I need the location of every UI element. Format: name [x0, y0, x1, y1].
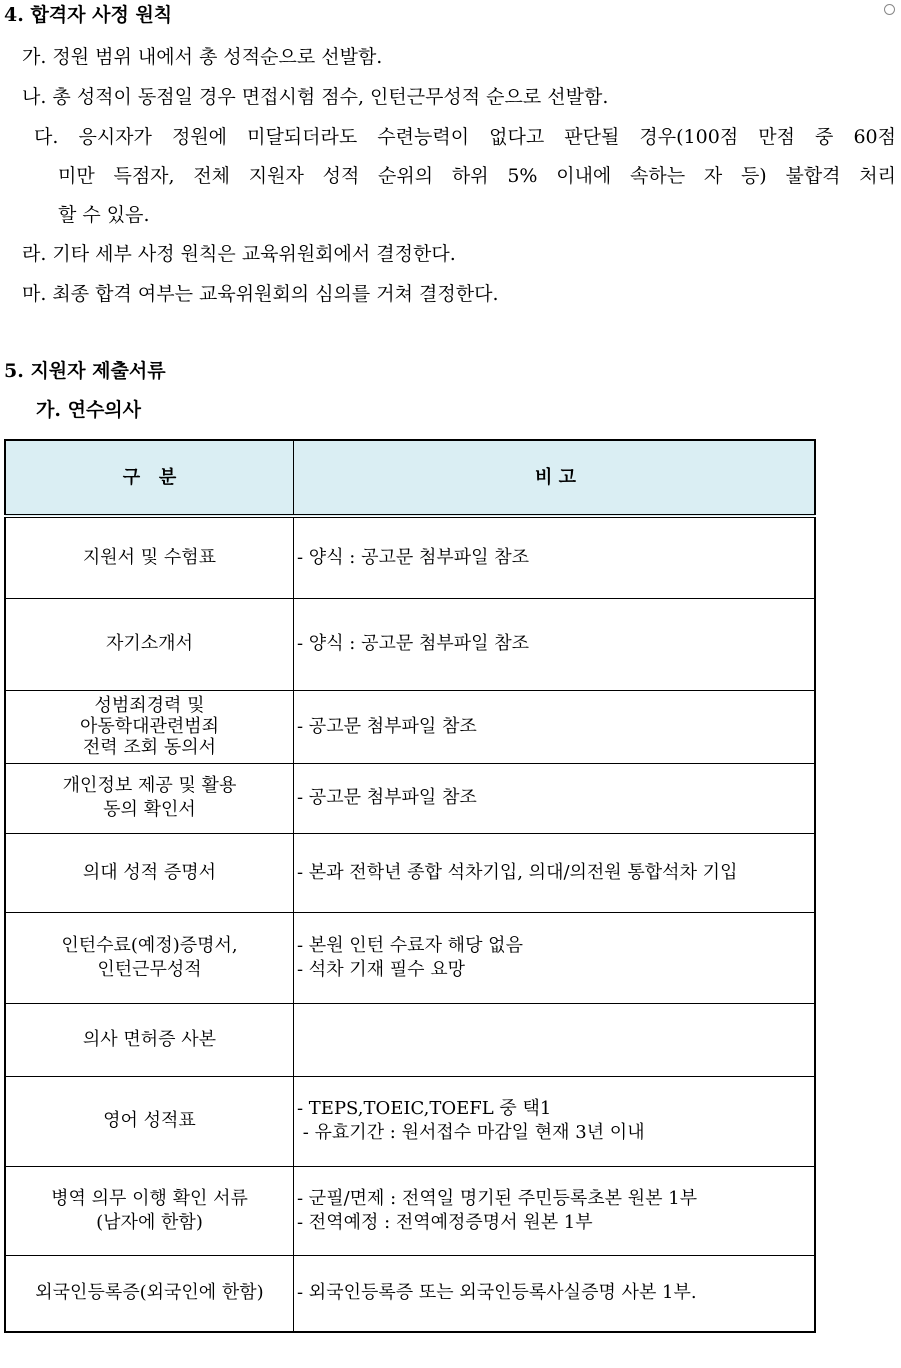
section-5-subtitle: 가. 연수의사 [36, 399, 141, 421]
rule-item-ga: 가. 정원 범위 내에서 총 성적순으로 선발함. [22, 46, 383, 68]
table-row [5, 763, 815, 833]
rule-item-ma: 마. 최종 합격 여부는 교육위원회의 심의를 거쳐 결정한다. [22, 283, 499, 305]
table-row [5, 1003, 815, 1076]
row-note [294, 1003, 816, 1076]
row-label: 의사 면허증 사본 [5, 1003, 294, 1076]
corner-circle-icon [884, 4, 895, 15]
rule-item-da-line1: 다. 응시자가 정원에 미달되더라도 수련능력이 없다고 판단될 경우(100점 만점 중 60점 [34, 126, 896, 148]
row-label: 인턴수료(예정)증명서, 인턴근무성적 [5, 912, 294, 1003]
row-note: - 양식 : 공고문 첨부파일 참조 [294, 598, 816, 690]
table-row [5, 1076, 815, 1166]
section-4-title: 4. 합격자 사정 원칙 [4, 4, 173, 26]
rule-item-na: 나. 총 성적이 동점일 경우 면접시험 점수, 인턴근무성적 순으로 선발함. [22, 86, 609, 108]
rule-item-da-line3: 할 수 있음. [58, 204, 150, 226]
row-label: 성범죄경력 및 아동학대관련범죄 전력 조회 동의서 [5, 690, 294, 763]
row-note: - 공고문 첨부파일 참조 [294, 763, 816, 833]
table-row [5, 912, 815, 1003]
header-remarks: 비 고 [294, 440, 816, 516]
table-row [5, 1166, 815, 1255]
row-label: 자기소개서 [5, 598, 294, 690]
rule-item-da-line2: 미만 득점자, 전체 지원자 성적 순위의 하위 5% 이내에 속하는 자 등) 불합격 처리 [58, 165, 896, 187]
rule-item-ra: 라. 기타 세부 사정 원칙은 교육위원회에서 결정한다. [22, 243, 456, 265]
table-header-row [5, 440, 815, 516]
row-note: - 공고문 첨부파일 참조 [294, 690, 816, 763]
row-label: 지원서 및 수험표 [5, 516, 294, 598]
header-category: 구 분 [5, 440, 294, 516]
section-5-title: 5. 지원자 제출서류 [4, 360, 166, 382]
documents-table [4, 439, 816, 1333]
table-row [5, 598, 815, 690]
row-label: 의대 성적 증명서 [5, 833, 294, 912]
row-label: 영어 성적표 [5, 1076, 294, 1166]
table-row [5, 1255, 815, 1332]
row-note: - 외국인등록증 또는 외국인등록사실증명 사본 1부. [294, 1255, 816, 1332]
row-label: 개인정보 제공 및 활용 동의 확인서 [5, 763, 294, 833]
row-note: - 양식 : 공고문 첨부파일 참조 [294, 516, 816, 598]
row-note: - TEPS,TOEIC,TOEFL 중 택1 - 유효기간 : 원서접수 마감일 현재 3년 이내 [294, 1076, 816, 1166]
row-note: - 본원 인턴 수료자 해당 없음 - 석차 기재 필수 요망 [294, 912, 816, 1003]
table-row [5, 690, 815, 763]
row-label: 병역 의무 이행 확인 서류 (남자에 한함) [5, 1166, 294, 1255]
table-row [5, 516, 815, 598]
row-label: 외국인등록증(외국인에 한함) [5, 1255, 294, 1332]
row-note: - 본과 전학년 종합 석차기입, 의대/의전원 통합석차 기입 [294, 833, 816, 912]
row-note: - 군필/면제 : 전역일 명기된 주민등록초본 원본 1부 - 전역예정 : 전역예정증명서 원본 1부 [294, 1166, 816, 1255]
table-row [5, 833, 815, 912]
